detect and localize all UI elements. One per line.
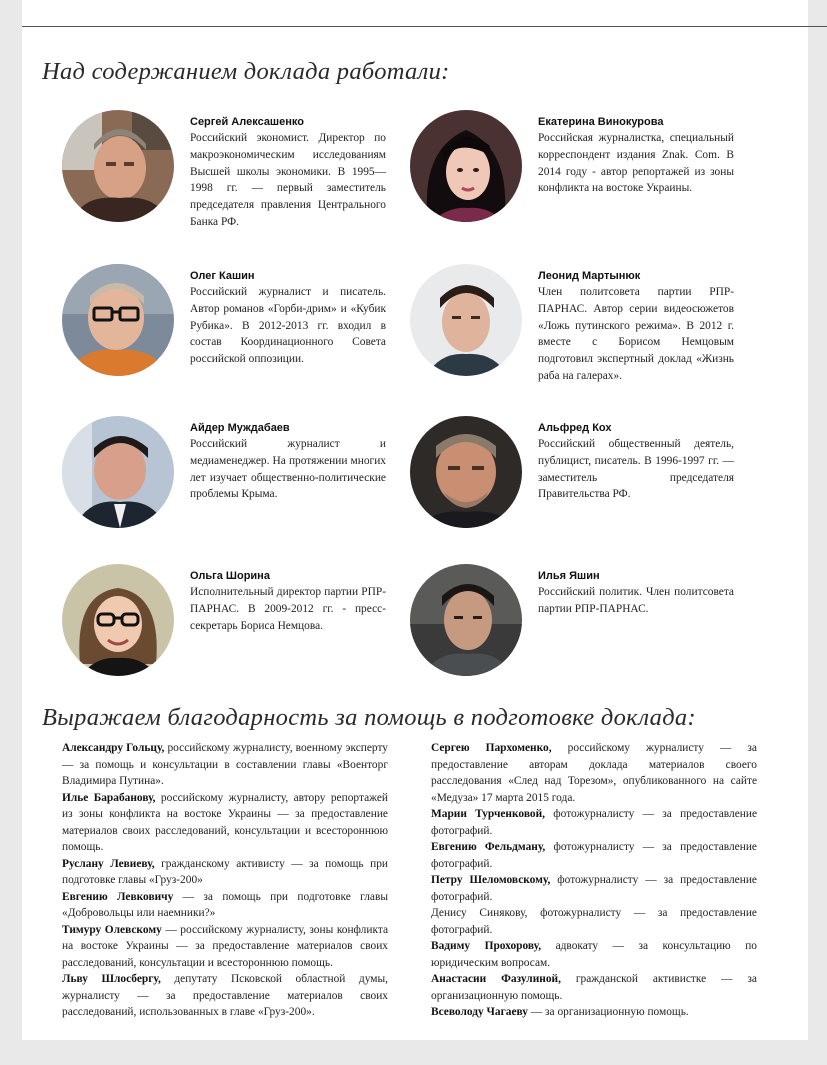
thanks-name: Александру Гольцу, — [62, 742, 165, 754]
thanks-entry — [431, 905, 757, 938]
thanks-name: Всеволоду Чагаеву — [431, 1006, 528, 1018]
thanks-text: фотожурналисту — за предоставление фотографий. — [431, 841, 757, 870]
person-bio: Член политсовета партии РПР-ПАРНАС. Автор серии видеосюжетов «Ложь путинского режима». В 2012 г. вместе с Борисом Немцовым подготовил экспертный доклад «Жизнь раба на галерах». — [538, 286, 734, 382]
thanks-text: гражданскому активисту — за помощь при подготовке главы «Груз-200» — [62, 857, 388, 886]
contributor-card — [62, 416, 392, 534]
thanks-column-left — [62, 740, 388, 1021]
portrait-photo — [62, 264, 174, 376]
person-name: Альфред Кох — [538, 422, 612, 434]
top-divider — [22, 26, 827, 27]
person-bio: Российский экономист. Директор по макроэкономическим исследованиям Высшей школы экономики. В 1995—1998 гг. — первый заместитель председателя правления Центрального Банка РФ. — [190, 132, 386, 228]
person-bio: Российская журналистка, специальный корреспондент издания Znak. Com. В 2014 году - автор репортажей из зоны конфликта на востоке Украины. — [538, 132, 734, 195]
thanks-name: Руслану Левиеву, — [62, 857, 155, 870]
thanks-name: Евгению Левковичу — [62, 890, 174, 903]
thanks-name: Илье Барабанову, — [62, 791, 156, 804]
contributor-card — [410, 416, 740, 534]
portrait-photo — [410, 416, 522, 528]
thanks-name: Анастасии Фазулиной, — [431, 973, 561, 985]
portrait-photo — [410, 110, 522, 222]
portrait-photo — [410, 264, 522, 376]
thanks-entry — [431, 872, 757, 905]
contributor-card — [410, 264, 740, 382]
person-name: Илья Яшин — [538, 570, 600, 582]
thanks-name: Льву Шлосбергу, — [62, 973, 161, 985]
portrait-photo — [410, 564, 522, 676]
contributor-card — [410, 110, 740, 228]
contributor-card — [62, 110, 392, 228]
portrait-photo — [62, 416, 174, 528]
portrait-photo — [62, 564, 174, 676]
person-name: Ольга Шорина — [190, 570, 270, 582]
thanks-text: Денису Синякову, фотожурналисту — за предоставление фотографий. — [431, 907, 757, 936]
thanks-text: — российскому журналисту, зоны конфликта на востоке Украины — за предоставление материалов своих расследований, консультации и всестороннюю помощь. — [62, 923, 388, 969]
thanks-text: фотожурналисту — за предоставление фотографий. — [431, 874, 757, 903]
person-name: Сергей Алексашенко — [190, 116, 304, 128]
portrait-photo — [62, 110, 174, 222]
thanks-text: гражданской активистке — за организационную помощь. — [431, 973, 757, 1002]
contributor-card — [62, 564, 392, 682]
thanks-column-right — [431, 740, 757, 1021]
person-bio: Российский общественный деятель, публицист, писатель. В 1996-1997 гг. — заместитель председателя Правительства РФ. — [538, 438, 734, 501]
person-bio: Российский журналист и медиаменеджер. На протяжении многих лет изучает общественно-политические проблемы Крыма. — [190, 438, 386, 501]
thanks-entry — [431, 839, 757, 872]
thanks-text: — за помощь при подготовке главы «Добровольцы или наемники?» — [62, 890, 389, 919]
thanks-name: Сергею Пархоменко, — [431, 742, 552, 754]
thanks-entry — [62, 790, 388, 856]
person-bio: Российский политик. Член политсовета партии РПР-ПАРНАС. — [538, 586, 734, 615]
thanks-text: российскому журналисту — за предоставление авторам доклада материалов своего расследования «След над Торезом», опубликованного на сайте «Медуза» 17 марта 2015 года. — [431, 742, 757, 804]
contributors-heading: Над содержанием доклада работали: — [42, 58, 450, 85]
thanks-text: фотожурналисту — за предоставление фотографий. — [431, 808, 758, 837]
thanks-text: адвокату — за консультацию по юридическим вопросам. — [431, 940, 757, 969]
thanks-entry — [62, 856, 388, 889]
thanks-entry — [431, 1004, 757, 1021]
thanks-text: российскому журналисту, автору репортажей из зоны конфликта на востоке Украины — за предоставление материалов своих расследований, консультации и всестороннюю помощь. — [62, 791, 388, 853]
thanks-entry — [431, 938, 757, 971]
thanks-name: Евгению Фельдману, — [431, 841, 546, 853]
thanks-text: депутату Псковской областной думы, журналисту — за предоставление материалов своих расследований, использованных в главе «Груз-200». — [62, 973, 388, 1018]
thanks-text: российскому журналисту, военному эксперту — за помощь и консультации в составлении главы «Военторг Владимира Путина». — [62, 742, 388, 787]
person-bio: Российский журналист и писатель. Автор романов «Горби-дрим» и «Кубик Рубика». В 2012-2013 гг. входил в состав Координационного Совета российской оппозиции. — [190, 286, 386, 366]
person-bio: Исполнительный директор партии РПР-ПАРНАС. В 2009-2012 гг. - пресс-секретарь Бориса Немцова. — [190, 586, 386, 632]
person-name: Айдер Муждабаев — [190, 422, 290, 434]
contributor-card — [410, 564, 740, 682]
thanks-text: — за организационную помощь. — [527, 1006, 689, 1018]
thanks-entry — [62, 922, 388, 972]
thanks-name: Тимуру Олевскому — [62, 923, 162, 936]
thanks-entry — [62, 889, 388, 922]
thanks-entry — [431, 971, 757, 1004]
person-name: Леонид Мартынюк — [538, 270, 641, 282]
person-name: Олег Кашин — [190, 270, 255, 282]
thanks-entry — [62, 971, 388, 1021]
person-name: Екатерина Винокурова — [538, 116, 664, 128]
thanks-entry — [431, 806, 757, 839]
thanks-name: Марии Турченковой, — [431, 808, 546, 820]
thanks-name: Петру Шеломовскому, — [431, 874, 551, 886]
thanks-entry — [431, 740, 757, 806]
thanks-heading: Выражаем благодарность за помощь в подготовке доклада: — [42, 704, 696, 731]
thanks-entry — [62, 740, 388, 790]
contributor-card — [62, 264, 392, 382]
thanks-name: Вадиму Прохорову, — [431, 940, 542, 952]
